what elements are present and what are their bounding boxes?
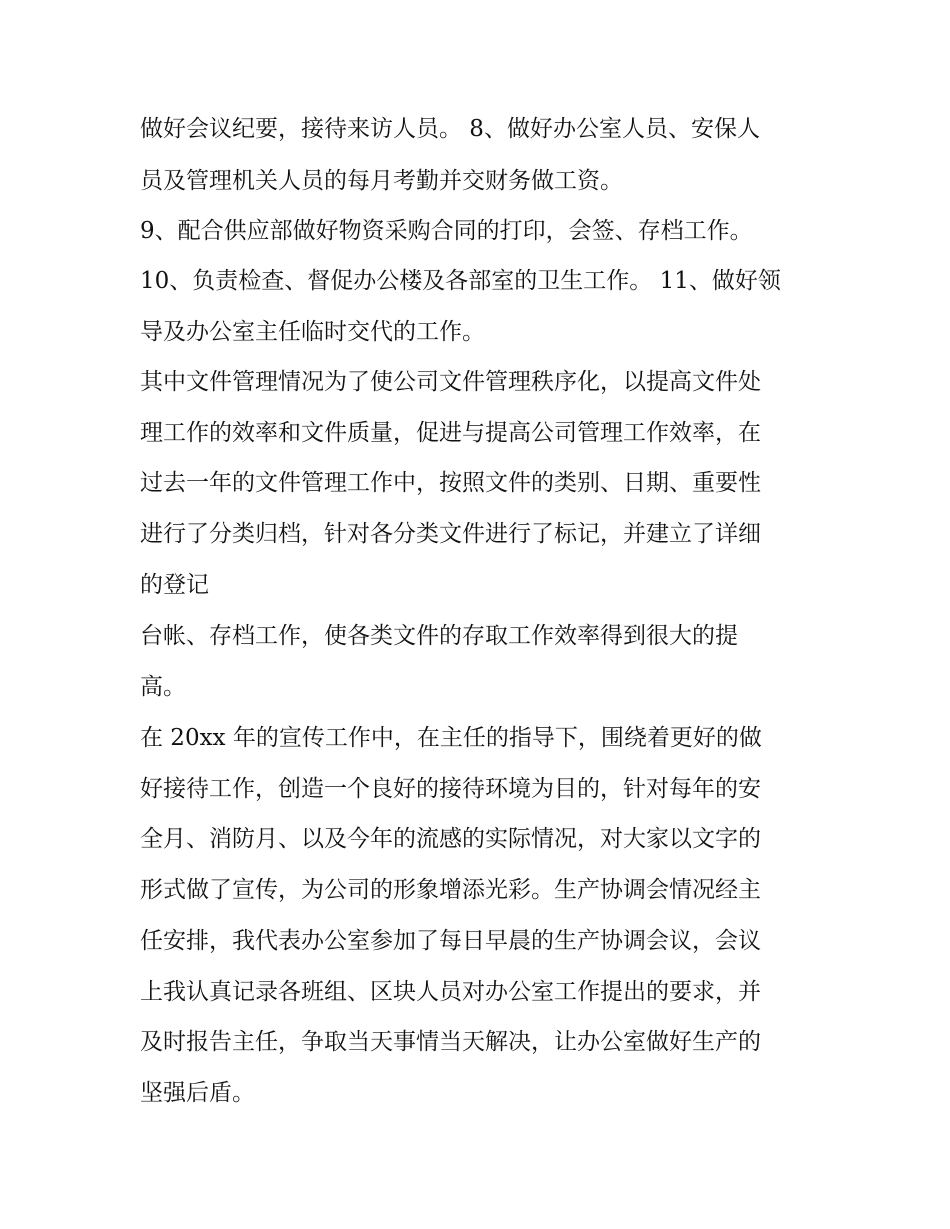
text-line: 员及管理机关人员的每月考勤并交财务做工资。 — [140, 168, 623, 194]
text-line: 台帐、存档工作，使各类文件的存取工作效率得到很大的提 — [140, 623, 738, 649]
text-line: 理工作的效率和文件质量，促进与提高公司管理工作效率，在 — [140, 420, 761, 446]
text-line: 9、配合供应部做好物资采购合同的打印，会签、存档工作。 — [140, 218, 753, 244]
text-line: 其中文件管理情况为了使公司文件管理秩序化，以提高文件处 — [140, 369, 761, 395]
text-line: 高。 — [140, 674, 186, 700]
text-line: 10、负责检查、督促办公楼及各部室的卫生工作。 11、做好领 — [140, 268, 781, 294]
text-line: 任安排，我代表办公室参加了每日早晨的生产协调会议，会议 — [140, 928, 761, 954]
text-line: 及时报告主任，争取当天事情当天解决，让办公室做好生产的 — [140, 1029, 761, 1055]
text-line: 全月、消防月、以及今年的流感的实际情况，对大家以文字的 — [140, 826, 761, 852]
text-line: 做好会议纪要，接待来访人员。 8、做好办公室人员、安保人 — [140, 116, 760, 142]
text-line: 进行了分类归档，针对各分类文件进行了标记，并建立了详细 — [140, 521, 761, 547]
text-line: 好接待工作，创造一个良好的接待环境为目的，针对每年的安 — [140, 776, 761, 802]
text-line: 过去一年的文件管理工作中，按照文件的类别、日期、重要性 — [140, 470, 761, 496]
text-line: 在 20xx 年的宣传工作中，在主任的指导下，围绕着更好的做 — [140, 725, 762, 751]
text-line: 上我认真记录各班组、区块人员对办公室工作提出的要求，并 — [140, 979, 761, 1005]
text-line: 导及办公室主任临时交代的工作。 — [140, 319, 485, 345]
text-line: 形式做了宣传，为公司的形象增添光彩。生产协调会情况经主 — [140, 877, 761, 903]
text-line: 的登记 — [140, 572, 209, 598]
text-line: 坚强后盾。 — [140, 1080, 255, 1106]
